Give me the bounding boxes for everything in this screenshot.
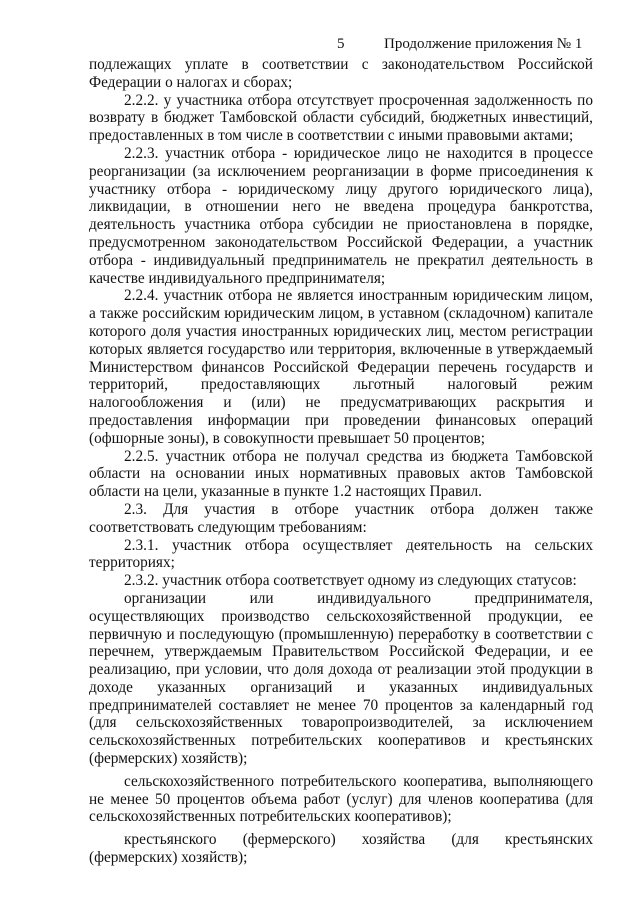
page-number: 5 [337, 36, 345, 52]
paragraph-continuation: подлежащих уплате в соответствии с законодательством Российской Федерации о налогах и сборах; [89, 56, 593, 91]
document-body [89, 56, 593, 867]
paragraph-2-3-2: 2.3.2. участник отбора соответствует одному из следующих статусов: [124, 572, 577, 590]
page-header [0, 36, 640, 56]
paragraph-2-2-3: 2.2.3. участник отбора - юридическое лицо не находится в процессе реорганизации (за исключением реорганизации в форме присоединения к участнику отбора - юридическому лицу другого юридического лица), ликвидации, в отношении него не введена процедура банкротства, деятельность участника отбора субсидии не приостановлена в порядке, предусмотренном законодательством Российской Федерации, а участник отбора - индивидуальный предприниматель не прекратил деятельность в качестве индивидуального предпринимателя; [89, 144, 593, 287]
paragraph-2-2-2: 2.2.2. у участника отбора отсутствует просроченная задолженность по возврату в бюджет Тамбовской области субсидий, бюджетных инвестиций, предоставленных в том числе в соответствии с иными правовыми актами; [89, 91, 593, 145]
paragraph-2-3-1: 2.3.1. участник отбора осуществляет деятельность на сельских территориях; [89, 536, 593, 572]
paragraph-status-organization: организации или индивидуального предпринимателя, осуществляющих производство сельскохозяйственной продукции, ее первичную и последующую (промышленную) переработку в соответствии с перечнем, утверждаемым Правительством Российской Федерации, и ее реализацию, при условии, что доля дохода от реализации этой продукции в доходе указанных организаций и указанных индивидуальных предпринимателей составляет не менее 70 процентов за календарный год (для сельскохозяйственных товаропроизводителей, за исключением сельскохозяйственных потребительских кооперативов и крестьянских (фермерских) хозяйств); [89, 589, 593, 768]
paragraph-2-2-5: 2.2.5. участник отбора не получал средства из бюджета Тамбовской области на основании иных нормативных правовых актов Тамбовской области на цели, указанные в пункте 1.2 настоящих Правил. [89, 447, 593, 501]
appendix-continuation-label: Продолжение приложения № 1 [384, 36, 583, 52]
paragraph-2-3: 2.3. Для участия в отборе участник отбора должен также соответствовать следующим требованиям: [89, 500, 593, 536]
paragraph-2-2-4: 2.2.4. участник отбора не является иностранным юридическим лицом, а также российским юридическим лицом, в уставном (складочном) капитале которого доля участия иностранных юридических лиц, местом регистрации которых является государство или территория, включенные в утверждаемый Министерством финансов Российской Федерации перечень государств и территорий, предоставляющих льготный налоговый режим налогообложения и (или) не предусматривающих раскрытия и предоставления информации при проведении финансовых операций (офшорные зоны), в совокупности превышает 50 процентов; [89, 287, 593, 447]
paragraph-status-cooperative: сельскохозяйственного потребительского кооператива, выполняющего не менее 50 процентов объема работ (услуг) для членов кооператива (для сельскохозяйственных потребительских кооперативов); [89, 772, 593, 826]
paragraph-status-farm: крестьянского (фермерского) хозяйства (для крестьянских (фермерских) хозяйств); [89, 831, 593, 867]
